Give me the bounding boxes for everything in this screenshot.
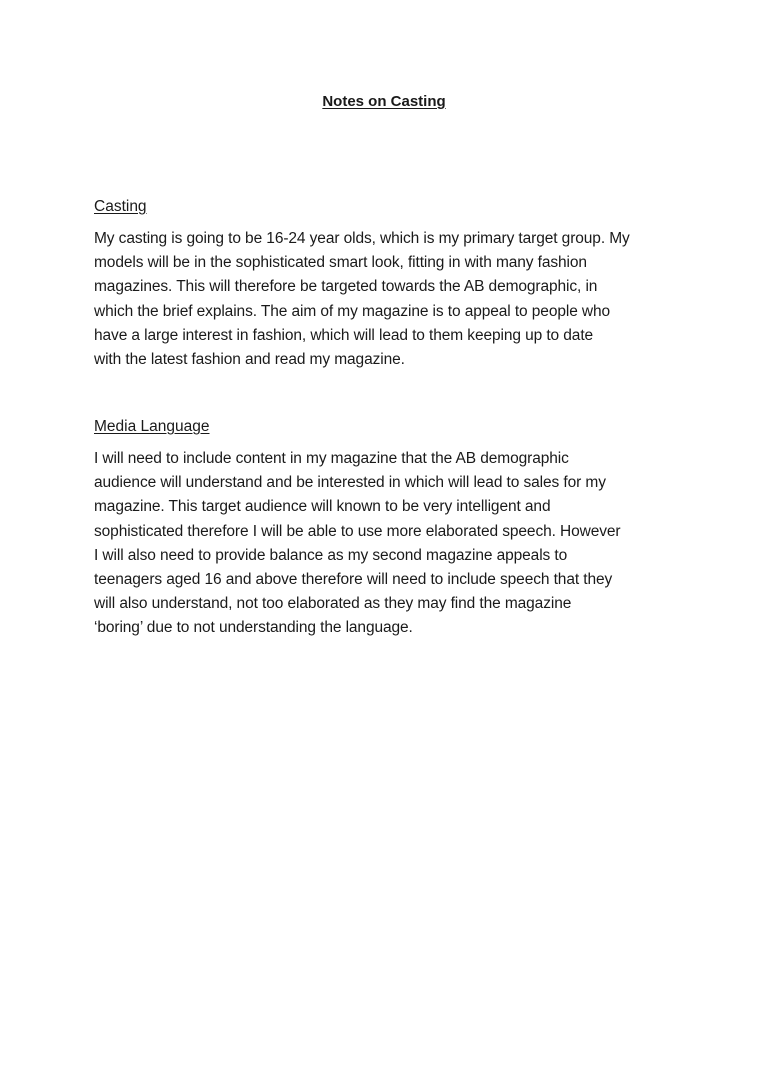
paragraph-line: with the latest fashion and read my magazine.	[94, 351, 405, 369]
casting-section	[94, 197, 694, 372]
casting-heading: Casting	[94, 198, 147, 215]
paragraph-line: My casting is going to be 16-24 year olds, which is my primary target group. My	[94, 230, 630, 247]
paragraph-line: I will also need to provide balance as my second magazine appeals to	[94, 546, 568, 564]
media-language-section	[94, 417, 694, 641]
paragraph-line: have a large interest in fashion, which will lead to them keeping up to date	[94, 326, 594, 344]
media-language-paragraph	[94, 447, 694, 641]
paragraph-line: I will need to include content in my magazine that the AB demographic	[94, 450, 569, 467]
casting-paragraph	[94, 227, 694, 372]
paragraph-line: magazines. This will therefore be targeted towards the AB demographic, in	[94, 278, 598, 296]
page-title: Notes on Casting	[322, 93, 446, 110]
media-language-heading: Media Language	[94, 418, 210, 435]
paragraph-line: sophisticated therefore I will be able to use more elaborated speech. However	[94, 522, 621, 540]
paragraph-line: audience will understand and be interested in which will lead to sales for my	[94, 474, 606, 492]
paragraph-line: models will be in the sophisticated smart look, fitting in with many fashion	[94, 254, 587, 272]
paragraph-line: will also understand, not too elaborated as they may find the magazine	[94, 595, 572, 613]
paragraph-line: teenagers aged 16 and above therefore will need to include speech that they	[94, 571, 613, 589]
paragraph-line: magazine. This target audience will known to be very intelligent and	[94, 498, 551, 516]
paragraph-line: which the brief explains. The aim of my magazine is to appeal to people who	[94, 302, 611, 320]
paragraph-line: ‘boring’ due to not understanding the language.	[94, 619, 413, 637]
